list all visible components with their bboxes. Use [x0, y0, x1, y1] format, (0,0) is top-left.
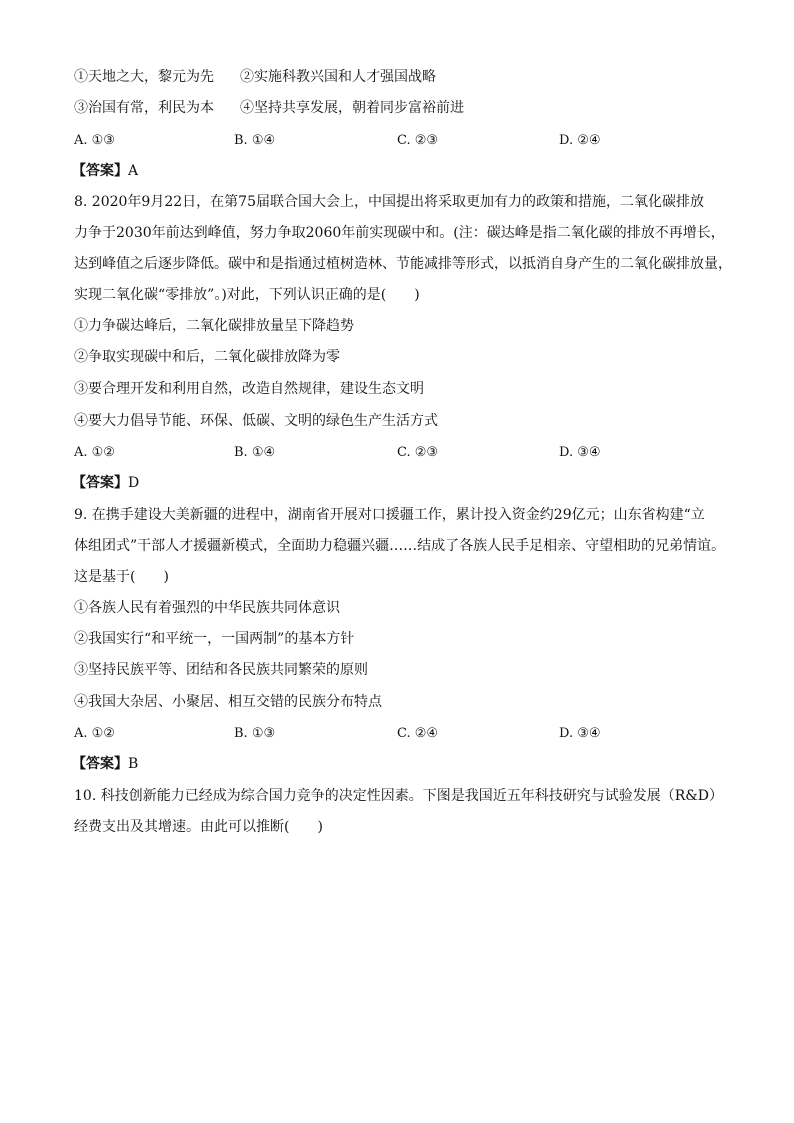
q8-option-a: A. ①②	[74, 445, 115, 460]
answer-value: A	[128, 163, 139, 179]
q7-option-c: C. ②③	[397, 133, 439, 148]
q9-statement-3: ③坚持民族平等、团结和各民族共同繁荣的原则	[74, 662, 368, 678]
q9-option-c: C. ②④	[397, 726, 439, 741]
q9-stem-line-2: 体组团式”干部人才援疆新模式，全面助力稳疆兴疆……结成了各族人民手足相亲、守望相助的兄弟情谊。	[74, 538, 726, 554]
q7-statements-row-1	[74, 67, 436, 87]
q9-option-b: B. ①③	[234, 726, 276, 741]
q10-stem-line-1: 10. 科技创新能力已经成为综合国力竞争的决定性因素。下图是我国近五年科技研究与试验发展（R&D）	[74, 788, 723, 804]
q9-statement-1: ①各族人民有着强烈的中华民族共同体意识	[74, 600, 340, 616]
q7-answer	[72, 161, 138, 181]
q9-statement-4: ④我国大杂居、小聚居、相互交错的民族分布特点	[74, 694, 382, 710]
q10-stem-line-2: 经费支出及其增速。由此可以推断( )	[74, 819, 323, 835]
answer-label: 【答案】	[72, 163, 128, 179]
q8-stem-line-2: 力争于2030年前达到峰值，努力争取2060年前实现碳中和。(注：碳达峰是指二氧化碳的排放不再增长，	[74, 225, 725, 241]
q8-stem-line-4: 实现二氧化碳“零排放”。)对此，下列认识正确的是( )	[74, 287, 420, 303]
answer-value: D	[128, 475, 140, 491]
q8-stem-line-3: 达到峰值之后逐步降低。碳中和是指通过植树造林、节能减排等形式，以抵消自身产生的二氧化碳排放量，	[74, 256, 732, 272]
answer-value: B	[128, 756, 139, 772]
q8-statement-3: ③要合理开发和利用自然，改造自然规律，建设生态文明	[74, 381, 424, 397]
q7-statements-row-2	[74, 98, 464, 118]
q8-answer	[72, 473, 139, 493]
q8-statement-1: ①力争碳达峰后，二氧化碳排放量呈下降趋势	[74, 318, 354, 334]
q9-answer	[72, 754, 138, 774]
q7-option-a: A. ①③	[74, 133, 115, 148]
q8-option-c: C. ②③	[397, 445, 439, 460]
q7-statement-4: ④坚持共享发展，朝着同步富裕前进	[240, 100, 464, 116]
q9-statement-2: ②我国实行“和平统一，一国两制”的基本方针	[74, 631, 355, 647]
q8-stem-line-1: 8. 2020年9月22日，在第75届联合国大会上，中国提出将采取更加有力的政策和措施，二氧化碳排放	[74, 194, 704, 210]
q9-stem-line-3: 这是基于( )	[74, 569, 169, 585]
q8-statement-4: ④要大力倡导节能、环保、低碳、文明的绿色生产生活方式	[74, 413, 438, 429]
q7-option-b: B. ①④	[234, 133, 276, 148]
answer-label: 【答案】	[72, 475, 128, 491]
q8-option-d: D. ③④	[559, 445, 601, 460]
q9-stem-line-1: 9. 在携手建设大美新疆的进程中，湖南省开展对口援疆工作，累计投入资金约29亿元；山东省构建“立	[74, 507, 705, 523]
answer-label: 【答案】	[72, 756, 128, 772]
q9-option-d: D. ③④	[559, 726, 601, 741]
q7-statement-2: ②实施科教兴国和人才强国战略	[240, 69, 436, 85]
q7-statement-1: ①天地之大，黎元为先	[74, 69, 214, 85]
q8-statement-2: ②争取实现碳中和后，二氧化碳排放降为零	[74, 349, 340, 365]
q7-option-d: D. ②④	[559, 133, 601, 148]
q9-option-a: A. ①②	[74, 726, 115, 741]
q7-statement-3: ③治国有常，利民为本	[74, 100, 214, 116]
q8-option-b: B. ①④	[234, 445, 276, 460]
